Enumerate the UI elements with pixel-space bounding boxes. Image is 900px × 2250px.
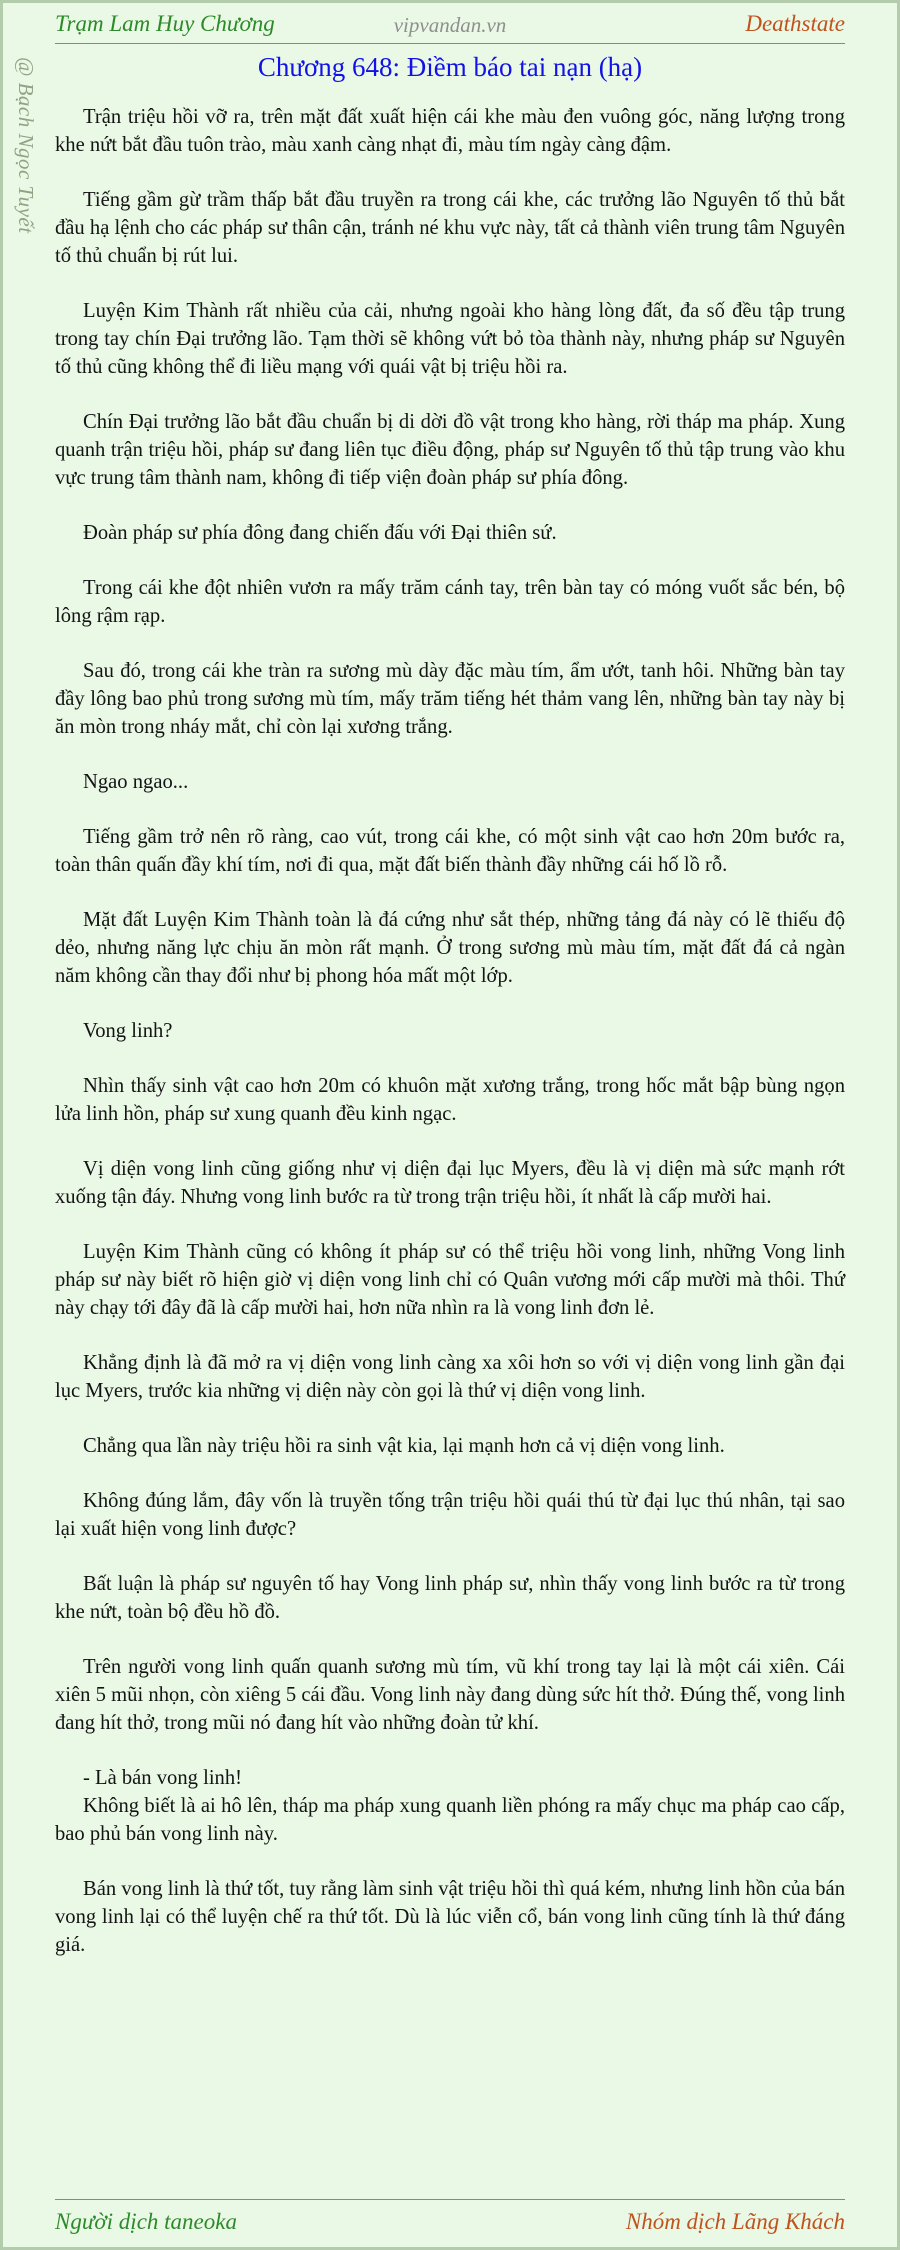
- paragraph: Trên người vong linh quấn quanh sương mù tím, vũ khí trong tay lại là một cái xiên. Cái xiên 5 mũi nhọn, còn xiêng 5 cái đầu. Vong linh này đang dùng sức hít thở. Đúng thế, vong linh đang hít thở, trong mũi nó đang hít vào những đoàn tử khí.: [55, 1656, 845, 1734]
- header-author: Deathstate: [745, 11, 845, 36]
- header-site-name: Trạm Lam Huy Chương: [55, 11, 275, 36]
- paragraph: Nhìn thấy sinh vật cao hơn 20m có khuôn mặt xương trắng, trong hốc mắt bập bùng ngọn lửa linh hồn, pháp sư xung quanh đều kinh ngạc.: [55, 1075, 845, 1125]
- footer-group: Nhóm dịch Lãng Khách: [625, 2209, 845, 2234]
- chapter-title: Chương 648: Điềm báo tai nạn (hạ): [257, 52, 643, 82]
- paragraph: Chẳng qua lần này triệu hồi ra sinh vật kia, lại mạnh hơn cả vị diện vong linh.: [83, 1435, 725, 1457]
- paragraph: Sau đó, trong cái khe tràn ra sương mù dày đặc màu tím, ẩm ướt, tanh hôi. Những bàn tay đầy lông bao phủ trong sương mù tím, mấy trăm tiếng hét thảm vang lên, những bàn tay này bị ăn mòn trong nháy mắt, chỉ còn lại xương trắng.: [55, 660, 845, 738]
- paragraph: Vị diện vong linh cũng giống như vị diện đại lục Myers, đều là vị diện mà sức mạnh rớt xuống tận đáy. Nhưng vong linh bước ra từ trong trận triệu hồi, ít nhất là cấp mười hai.: [55, 1158, 845, 1208]
- chapter-content: [55, 103, 845, 1986]
- paragraph: Bán vong linh là thứ tốt, tuy rằng làm sinh vật triệu hồi thì quá kém, nhưng linh hồn của bán vong linh lại có thể luyện chế ra thứ tốt. Dù là lúc viễn cổ, bán vong linh cũng tính là thứ đáng giá.: [55, 1878, 845, 1956]
- dialogue-line: - Là bán vong linh!: [83, 1767, 242, 1789]
- page-footer: [55, 2199, 845, 2240]
- paragraph: Không đúng lắm, đây vốn là truyền tống trận triệu hồi quái thú từ đại lục thú nhân, tại sao lại xuất hiện vong linh được?: [55, 1490, 845, 1540]
- footer-translator: Người dịch taneoka: [55, 2209, 237, 2234]
- paragraph: Bất luận là pháp sư nguyên tố hay Vong linh pháp sư, nhìn thấy vong linh bước ra từ trong khe nứt, toàn bộ đều hồ đồ.: [55, 1573, 845, 1623]
- paragraph: Trong cái khe đột nhiên vươn ra mấy trăm cánh tay, trên bàn tay có móng vuốt sắc bén, bộ lông rậm rạp.: [55, 577, 845, 627]
- paragraph: Chín Đại trưởng lão bắt đầu chuẩn bị di dời đồ vật trong kho hàng, rời tháp ma pháp. Xung quanh trận triệu hồi, pháp sư đang liên tục điều động, pháp sư Nguyên tố thủ tập trung vào khu vực trung tâm thành nam, không đi tiếp viện đoàn pháp sư phía đông.: [55, 411, 845, 489]
- header-site-url: vipvandan.vn: [393, 13, 507, 37]
- paragraph: Luyện Kim Thành rất nhiều của cải, nhưng ngoài kho hàng lòng đất, đa số đều tập trung trong tay chín Đại trưởng lão. Tạm thời sẽ không vứt bỏ tòa thành này, nhưng pháp sư Nguyên tố thủ cũng không thể đi liều mạng với quái vật bị triệu hồi ra.: [55, 300, 845, 378]
- paragraph: Vong linh?: [83, 1020, 173, 1042]
- page-header: [55, 11, 845, 44]
- paragraph: Đoàn pháp sư phía đông đang chiến đấu với Đại thiên sứ.: [83, 522, 557, 544]
- paragraph: Luyện Kim Thành cũng có không ít pháp sư có thể triệu hồi vong linh, những Vong linh pháp sư này biết rõ hiện giờ vị diện vong linh chỉ có Quân vương mới cấp mười mà thôi. Thứ này chạy tới đây đã là cấp mười hai, hơn nữa nhìn ra là vong linh đơn lẻ.: [55, 1241, 845, 1319]
- paragraph: Ngao ngao...: [83, 771, 189, 793]
- paragraph: Tiếng gầm gừ trầm thấp bắt đầu truyền ra trong cái khe, các trưởng lão Nguyên tố thủ bắt đầu hạ lệnh cho các pháp sư thân cận, tránh né khu vực này, tất cả thành viên trung tâm Nguyên tố thủ chuẩn bị rút lui.: [55, 189, 845, 267]
- paragraph: Trận triệu hồi vỡ ra, trên mặt đất xuất hiện cái khe màu đen vuông góc, năng lượng trong khe nứt bắt đầu tuôn trào, màu xanh càng nhạt đi, màu tím ngày càng đậm.: [55, 106, 845, 156]
- paragraph: Khẳng định là đã mở ra vị diện vong linh càng xa xôi hơn so với vị diện vong linh gần đại lục Myers, trước kia những vị diện này còn gọi là thứ vị diện vong linh.: [55, 1352, 845, 1402]
- paragraph: Không biết là ai hô lên, tháp ma pháp xung quanh liền phóng ra mấy chục ma pháp cao cấp, bao phủ bán vong linh này.: [55, 1795, 845, 1845]
- paragraph: Tiếng gầm trở nên rõ ràng, cao vút, trong cái khe, có một sinh vật cao hơn 20m bước ra, toàn thân quấn đầy khí tím, nơi đi qua, mặt đất biến thành đầy những cái hố lồ rỗ.: [55, 826, 845, 876]
- paragraph: Mặt đất Luyện Kim Thành toàn là đá cứng như sắt thép, những tảng đá này có lẽ thiếu độ dẻo, nhưng năng lực chịu ăn mòn rất mạnh. Ở trong sương mù màu tím, mặt đất đá cả ngàn năm không cần thay đổi như bị phong hóa mất một lớp.: [55, 909, 845, 987]
- side-credit: @ Bạch Ngọc Tuyết: [14, 57, 38, 234]
